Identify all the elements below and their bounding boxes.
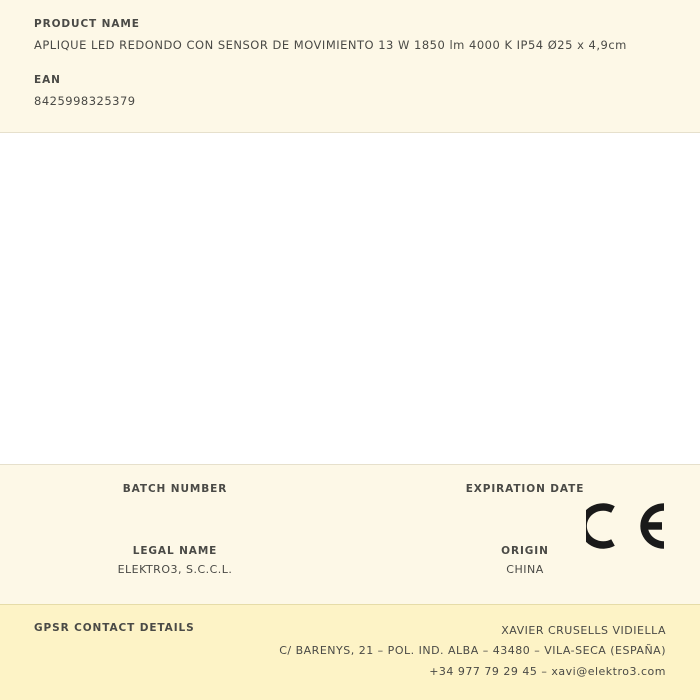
ean-label: EAN [34,74,61,86]
product-info-block [0,0,700,133]
gpsr-details [279,621,666,682]
batch-legal-block [0,464,700,604]
ean-value: 8425998325379 [34,94,136,108]
gpsr-contact-person: XAVIER CRUSELLS VIDIELLA [501,624,666,637]
product-name-value: APLIQUE LED REDONDO CON SENSOR DE MOVIMIENTO 13 W 1850 lm 4000 K IP54 Ø25 x 4,9cm [34,38,627,52]
origin-label: ORIGIN [501,545,549,557]
gpsr-phone-email: +34 977 79 29 45 – xavi@elektro3.com [429,664,666,678]
gpsr-title: GPSR CONTACT DETAILS [34,622,195,634]
product-image-area [0,133,700,464]
expiration-date-label: EXPIRATION DATE [465,483,585,495]
gpsr-address: C/ BARENYS, 21 – POL. IND. ALBA – 43480 – VILA-SECA (ESPAÑA) [279,644,666,658]
gpsr-contact-block [0,604,700,700]
batch-row [0,483,700,501]
expiration-date-field [350,483,700,501]
origin-value: CHINA [506,563,544,576]
legal-name-field [0,545,350,576]
product-name-label: PRODUCT NAME [34,18,140,30]
legal-name-label: LEGAL NAME [132,545,218,557]
batch-number-field [0,483,350,501]
ce-mark-icon [586,501,664,551]
batch-number-label: BATCH NUMBER [122,483,228,495]
spacer [34,52,666,74]
legal-name-value: ELEKTRO3, S.C.C.L. [117,563,233,576]
